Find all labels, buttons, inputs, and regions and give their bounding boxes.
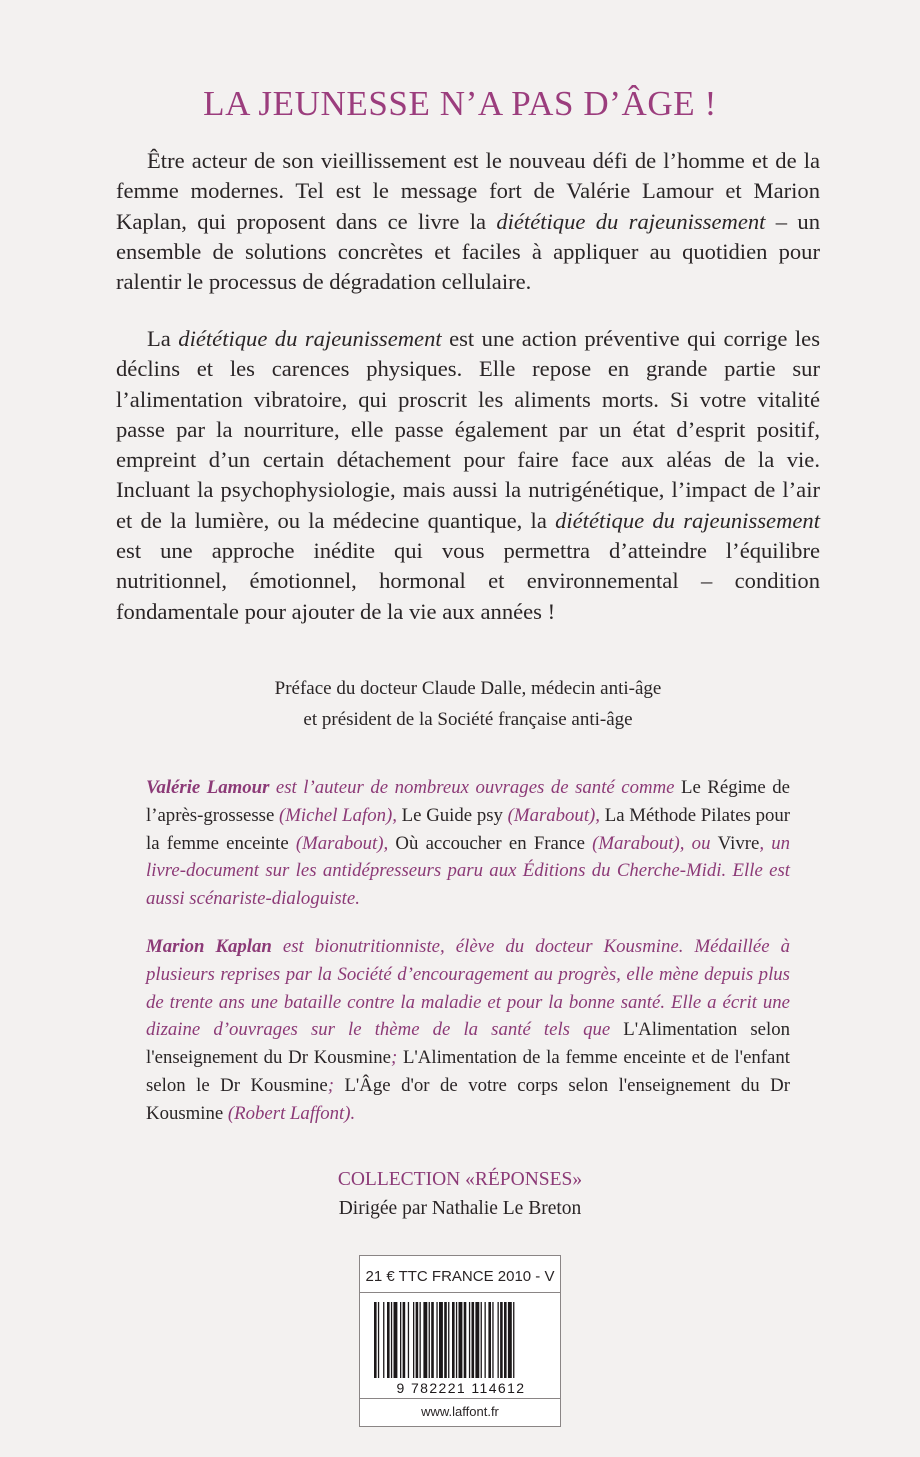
- intro-text: La: [147, 326, 179, 351]
- bio-text: est bionutritionniste, élève du docteur Kousmine. Médaillée à plusieurs reprises par la Société d’encouragement au progrès, elle mène depuis plus de trente ans une bataille contre la maladie et pour la bonne santé. Elle a écrit une dizaine d’ouvrages sur le thème de la santé tels que: [146, 936, 790, 1041]
- bio-text: (Marabout),: [502, 804, 605, 826]
- intro-paragraph-2: [116, 324, 820, 627]
- intro-text: Être acteur de son vieillissement est le nouveau défi de l’homme et de la femme modernes. Tel est le message fort de Valérie Lamour et Marion Kaplan, qui proposent dans ce livre la: [116, 148, 820, 234]
- price-label: 21 € TTC FRANCE 2010 - V: [365, 1268, 555, 1285]
- book-title: L'Alimentation de la femme enceinte et de l'enfant selon le Dr Kousmine: [146, 1047, 790, 1096]
- divider: [360, 1398, 560, 1399]
- preface-line: Préface du docteur Claude Dalle, médecin anti-âge: [274, 678, 662, 699]
- divider: [360, 1292, 560, 1293]
- author-name: Valérie Lamour: [146, 777, 270, 798]
- bio-text: (Marabout), ou: [584, 832, 718, 854]
- intro-emphasis: diététique du rajeunissement: [178, 326, 442, 351]
- page-title: LA JEUNESSE N’A PAS D’ÂGE !: [203, 84, 717, 123]
- intro-emphasis: diététique du rajeunissement: [555, 507, 820, 533]
- bio-text: (Michel Lafon),: [274, 804, 402, 826]
- publisher-website: www.laffont.fr: [421, 1404, 499, 1419]
- bio-text: est l’auteur de nombreux ouvrages de santé comme: [269, 777, 681, 798]
- bio-text: ;: [327, 1074, 345, 1096]
- barcode-box: [359, 1255, 561, 1427]
- bio-text: , un livre-document sur les antidépresseurs paru aux Éditions du Cherche-Midi. Elle est aussi scénariste-dialoguiste.: [146, 832, 790, 910]
- preface-line: et président de la Société française anti-âge: [303, 709, 633, 730]
- book-title: Vivre: [717, 832, 760, 854]
- intro-text: est une approche inédite qui vous permettra d’atteindre l’équilibre nutritionnel, émotionnel, hormonal et environnemental – condition fondamentale pour ajouter de la vie aux années !: [116, 538, 820, 624]
- bio-text: (Marabout),: [288, 832, 396, 854]
- intro-paragraph-1: [116, 146, 820, 297]
- bio-text: ;: [390, 1047, 403, 1069]
- author-bio-lamour: [146, 774, 790, 913]
- collection-name: COLLECTION «RÉPONSES»: [337, 1169, 583, 1190]
- author-bio-kaplan: [146, 933, 790, 1128]
- collection-director: Dirigée par Nathalie Le Breton: [338, 1198, 582, 1219]
- book-title: Où accoucher en France: [395, 832, 585, 854]
- book-title: Le Régime de l’après-grossesse: [146, 777, 790, 826]
- intro-emphasis: diététique du rajeunissement: [496, 208, 766, 234]
- author-name: Marion Kaplan: [146, 936, 272, 957]
- book-title: Le Guide psy: [401, 804, 503, 826]
- bio-text: (Robert Laffont).: [223, 1102, 356, 1124]
- book-title: L'Alimentation selon l'enseignement du Dr Kousmine: [146, 1019, 790, 1069]
- book-title: L'Âge d'or de votre corps selon l'enseignement du Dr Kousmine: [146, 1074, 791, 1124]
- preface-credit: [116, 673, 820, 735]
- intro-text: – un ensemble de solutions concrètes et faciles à appliquer au quotidien pour ralentir le processus de dégradation cellulaire.: [116, 208, 821, 295]
- barcode-icon: [370, 1302, 552, 1380]
- isbn-digits: 9 782221 114612: [396, 1380, 526, 1396]
- intro-text: est une action préventive qui corrige les déclins et les carences physiques. Elle repose en grande partie sur l’alimentation vibratoire, qui proscrit les aliments morts. Si votre vitalité passe par la nourriture, elle passe également par un état d’esprit positif, empreint d’un certain détachement pour faire face aux aléas de la vie. Incluant la psychophysiologie, mais aussi la nutrigénétique, l’impact de l’air et de la lumière, ou la médecine quantique, la: [116, 326, 820, 533]
- book-title: La Méthode Pilates pour la femme enceinte: [146, 804, 790, 854]
